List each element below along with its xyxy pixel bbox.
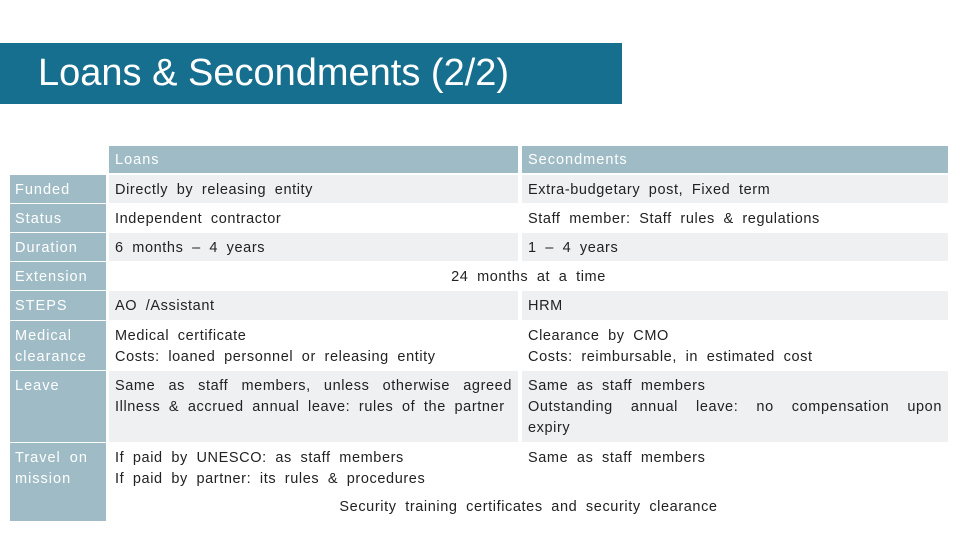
cell-medical-secondments: Clearance by CMO Costs: reimbursable, in estimated cost bbox=[522, 321, 948, 370]
row-label-steps: STEPS bbox=[10, 291, 106, 320]
cell-status-loans: Independent contractor bbox=[109, 204, 518, 232]
cell-travel-secondments: Same as staff members bbox=[522, 443, 948, 493]
cell-funded-secondments: Extra-budgetary post, Fixed term bbox=[522, 175, 948, 203]
row-label-duration: Duration bbox=[10, 233, 106, 261]
cell-medical-loans: Medical certificate Costs: loaned personnel or releasing entity bbox=[109, 321, 518, 370]
cell-leave-loans: Same as staff members, unless otherwise agreed Illness & accrued annual leave: rules of the partner bbox=[109, 371, 518, 442]
header-secondments: Secondments bbox=[522, 146, 948, 173]
row-label-extension: Extension bbox=[10, 262, 106, 290]
title-bar bbox=[0, 43, 622, 104]
cell-status-secondments: Staff member: Staff rules & regulations bbox=[522, 204, 948, 232]
cell-extension-merged: 24 months at a time bbox=[109, 262, 948, 290]
header-loans: Loans bbox=[109, 146, 518, 173]
cell-steps-loans: AO /Assistant bbox=[109, 291, 518, 320]
cell-travel-loans: If paid by UNESCO: as staff members If paid by partner: its rules & procedures bbox=[109, 443, 518, 493]
row-label-travel-on-mission: Travel on mission bbox=[10, 443, 106, 521]
cell-leave-secondments: Same as staff members Outstanding annual leave: no compensation upon expiry bbox=[522, 371, 948, 442]
cell-duration-secondments: 1 – 4 years bbox=[522, 233, 948, 261]
cell-steps-secondments: HRM bbox=[522, 291, 948, 320]
row-label-medical-clearance: Medical clearance bbox=[10, 321, 106, 370]
cell-travel-footer: Security training certificates and security clearance bbox=[109, 494, 948, 521]
cell-funded-loans: Directly by releasing entity bbox=[109, 175, 518, 203]
row-label-status: Status bbox=[10, 204, 106, 232]
row-label-leave: Leave bbox=[10, 371, 106, 442]
row-label-funded: Funded bbox=[10, 175, 106, 203]
cell-duration-loans: 6 months – 4 years bbox=[109, 233, 518, 261]
slide-title: Loans & Secondments (2/2) bbox=[38, 52, 510, 94]
